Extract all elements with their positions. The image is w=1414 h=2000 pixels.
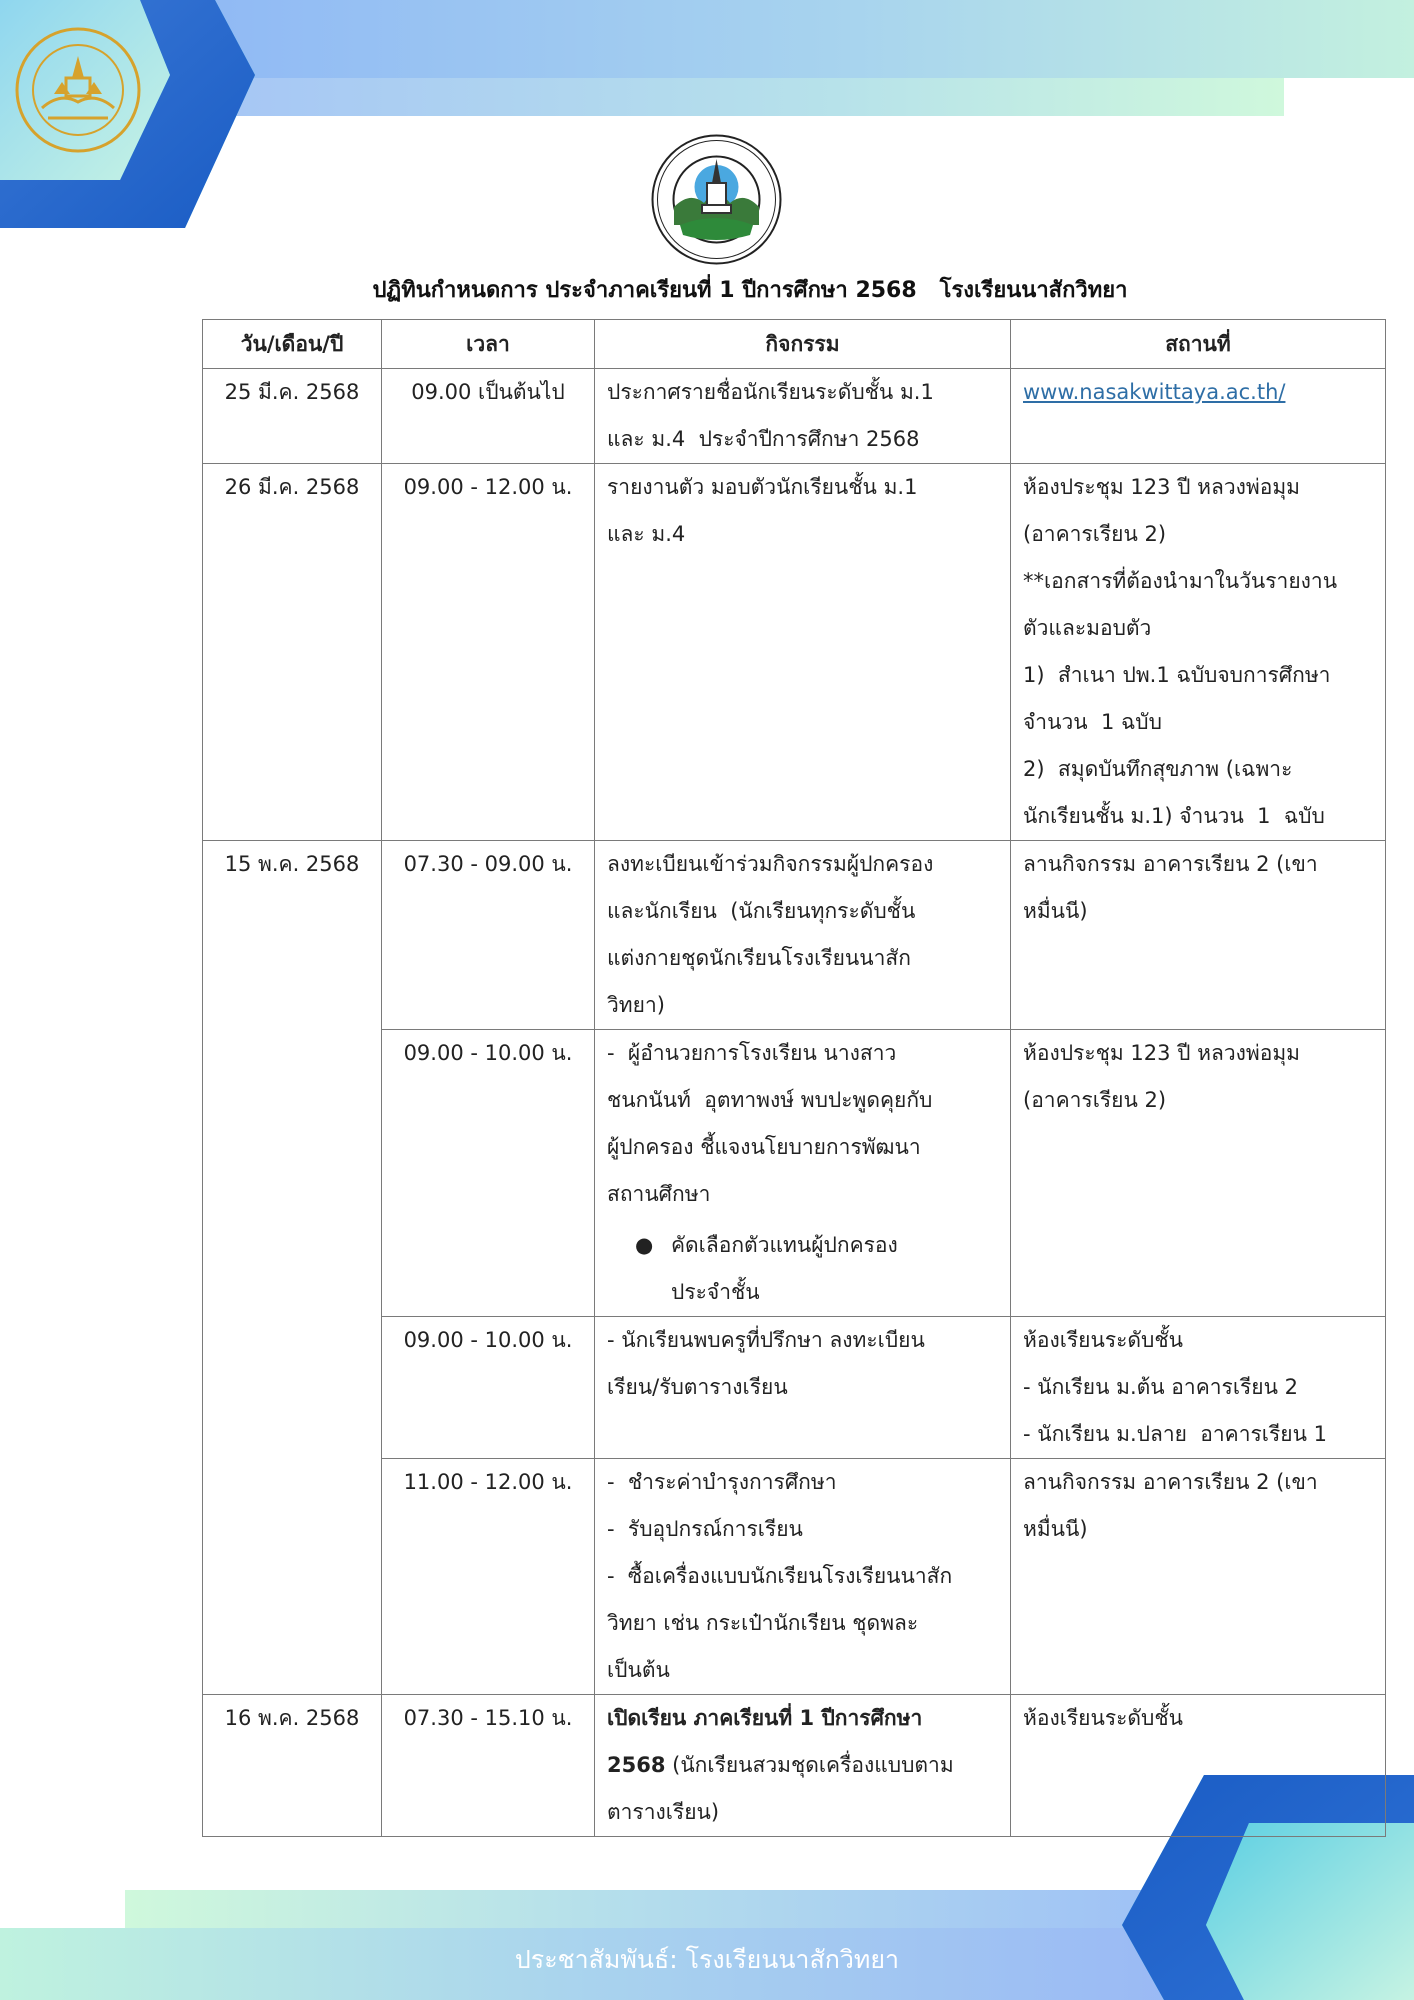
place-line: หมื่นนี)	[1023, 899, 1088, 923]
activity-line: วิทยา เช่น กระเป๋านักเรียน ชุดพละ	[607, 1611, 919, 1635]
place-line: - นักเรียน ม.ปลาย อาคารเรียน 1	[1023, 1422, 1327, 1446]
place-cell	[1011, 841, 1386, 1030]
activity-line: - ซื้อเครื่องแบบนักเรียนโรงเรียนนาสัก	[607, 1564, 953, 1588]
school-website-link[interactable]: www.nasakwittaya.ac.th/	[1023, 380, 1286, 404]
school-seal-gold	[14, 26, 142, 154]
table-row	[203, 841, 1386, 1030]
place-line: ห้องเรียนระดับชั้น	[1023, 1706, 1183, 1730]
activity-cell	[595, 1030, 1011, 1317]
place-cell	[1011, 369, 1386, 464]
date-cell: 25 มี.ค. 2568	[203, 369, 382, 464]
place-line: **เอกสารที่ต้องนำมาในวันรายงาน	[1023, 569, 1338, 593]
time-cell: 11.00 - 12.00 น.	[382, 1459, 595, 1695]
table-row	[203, 1695, 1386, 1837]
footer-text: ประชาสัมพันธ์: โรงเรียนนาสักวิทยา	[514, 1945, 900, 1974]
place-cell	[1011, 1030, 1386, 1317]
activity-bold-text: 2568	[607, 1753, 666, 1777]
header-band-lower	[170, 78, 1284, 116]
activity-text: (นักเรียนสวมชุดเครื่องแบบตาม	[665, 1753, 954, 1777]
place-line: ห้องประชุม 123 ปี หลวงพ่อมุม	[1023, 475, 1301, 499]
activity-line: - ชำระค่าบำรุงการศึกษา	[607, 1470, 837, 1494]
table-row	[203, 369, 1386, 464]
place-line: ห้องเรียนระดับชั้น	[1023, 1328, 1183, 1352]
document-title: ปฏิทินกำหนดการ ประจำภาคเรียนที่ 1 ปีการศึกษา 2568 โรงเรียนนาสักวิทยา	[372, 278, 1128, 303]
activity-cell	[595, 464, 1011, 841]
activity-line	[607, 1695, 998, 1742]
place-line: นักเรียนชั้น ม.1) จำนวน 1 ฉบับ	[1023, 804, 1325, 828]
place-line: ห้องประชุม 123 ปี หลวงพ่อมุม	[1023, 1041, 1301, 1065]
activity-line: - ผู้อำนวยการโรงเรียน นางสาว	[607, 1041, 897, 1065]
column-header-activity: กิจกรรม	[595, 320, 1011, 369]
date-cell: 16 พ.ค. 2568	[203, 1695, 382, 1837]
activity-line: สถานศึกษา	[607, 1182, 711, 1206]
place-line: ลานกิจกรรม อาคารเรียน 2 (เขา	[1023, 852, 1318, 876]
place-cell	[1011, 464, 1386, 841]
time-cell: 07.30 - 15.10 น.	[382, 1695, 595, 1837]
activity-cell	[595, 369, 1011, 464]
activity-line: - นักเรียนพบครูที่ปรึกษา ลงทะเบียน	[607, 1328, 925, 1352]
activity-line: และ ม.4	[607, 522, 686, 546]
activity-cell	[595, 1695, 1011, 1837]
place-line: 2) สมุดบันทึกสุขภาพ (เฉพาะ	[1023, 757, 1293, 781]
time-cell: 09.00 เป็นต้นไป	[382, 369, 595, 464]
column-header-time: เวลา	[382, 320, 595, 369]
activity-bold-text: เปิดเรียน ภาคเรียนที่ 1 ปีการศึกษา	[607, 1706, 923, 1730]
activity-line: แต่งกายชุดนักเรียนโรงเรียนนาสัก	[607, 946, 911, 970]
time-cell: 09.00 - 12.00 น.	[382, 464, 595, 841]
place-line: - นักเรียน ม.ต้น อาคารเรียน 2	[1023, 1375, 1298, 1399]
activity-cell	[595, 1317, 1011, 1459]
time-cell: 09.00 - 10.00 น.	[382, 1317, 595, 1459]
activity-line: รายงานตัว มอบตัวนักเรียนชั้น ม.1	[607, 475, 918, 499]
activity-line	[607, 1742, 998, 1789]
place-line: ลานกิจกรรม อาคารเรียน 2 (เขา	[1023, 1470, 1318, 1494]
place-line: ตัวและมอบตัว	[1023, 616, 1152, 640]
activity-line: เป็นต้น	[607, 1658, 670, 1682]
place-cell	[1011, 1317, 1386, 1459]
place-line: (อาคารเรียน 2)	[1023, 522, 1167, 546]
activity-line: วิทยา)	[607, 993, 665, 1017]
activity-line: เรียน/รับตารางเรียน	[607, 1375, 788, 1399]
time-cell: 09.00 - 10.00 น.	[382, 1030, 595, 1317]
schedule-table	[202, 319, 1386, 1837]
time-cell: 07.30 - 09.00 น.	[382, 841, 595, 1030]
school-seal-logo	[650, 133, 783, 266]
table-row	[203, 464, 1386, 841]
bullet-text: คัดเลือกตัวแทนผู้ปกครอง	[671, 1233, 898, 1257]
activity-line: ผู้ปกครอง ชี้แจงนโยบายการพัฒนา	[607, 1135, 921, 1159]
place-line: จำนวน 1 ฉบับ	[1023, 710, 1162, 734]
activity-line: ประกาศรายชื่อนักเรียนระดับชั้น ม.1	[607, 380, 934, 404]
activity-line: ชนกนันท์ อุตทาพงษ์ พบปะพูดคุยกับ	[607, 1088, 933, 1112]
place-cell	[1011, 1459, 1386, 1695]
column-header-place: สถานที่	[1011, 320, 1386, 369]
activity-line: - รับอุปกรณ์การเรียน	[607, 1517, 803, 1541]
date-cell: 26 มี.ค. 2568	[203, 464, 382, 841]
bullet-dot-icon: ●	[635, 1233, 654, 1257]
column-header-date: วัน/เดือน/ปี	[203, 320, 382, 369]
footer-band-upper	[125, 1890, 1185, 1930]
activity-cell	[595, 1459, 1011, 1695]
activity-cell	[595, 841, 1011, 1030]
bullet-text: ประจำชั้น	[671, 1280, 760, 1304]
date-cell: 15 พ.ค. 2568	[203, 841, 382, 1695]
place-line: 1) สำเนา ปพ.1 ฉบับจบการศึกษา	[1023, 663, 1331, 687]
header-band	[170, 0, 1414, 78]
place-cell	[1011, 1695, 1386, 1837]
activity-line: ตารางเรียน)	[607, 1800, 720, 1824]
activity-line: และนักเรียน (นักเรียนทุกระดับชั้น	[607, 899, 916, 923]
place-line: หมื่นนี)	[1023, 1517, 1088, 1541]
table-header-row	[203, 320, 1386, 369]
activity-line: ลงทะเบียนเข้าร่วมกิจกรรมผู้ปกครอง	[607, 852, 934, 876]
place-line: (อาคารเรียน 2)	[1023, 1088, 1167, 1112]
bullet-item	[607, 1222, 998, 1316]
activity-line: และ ม.4 ประจำปีการศึกษา 2568	[607, 427, 920, 451]
